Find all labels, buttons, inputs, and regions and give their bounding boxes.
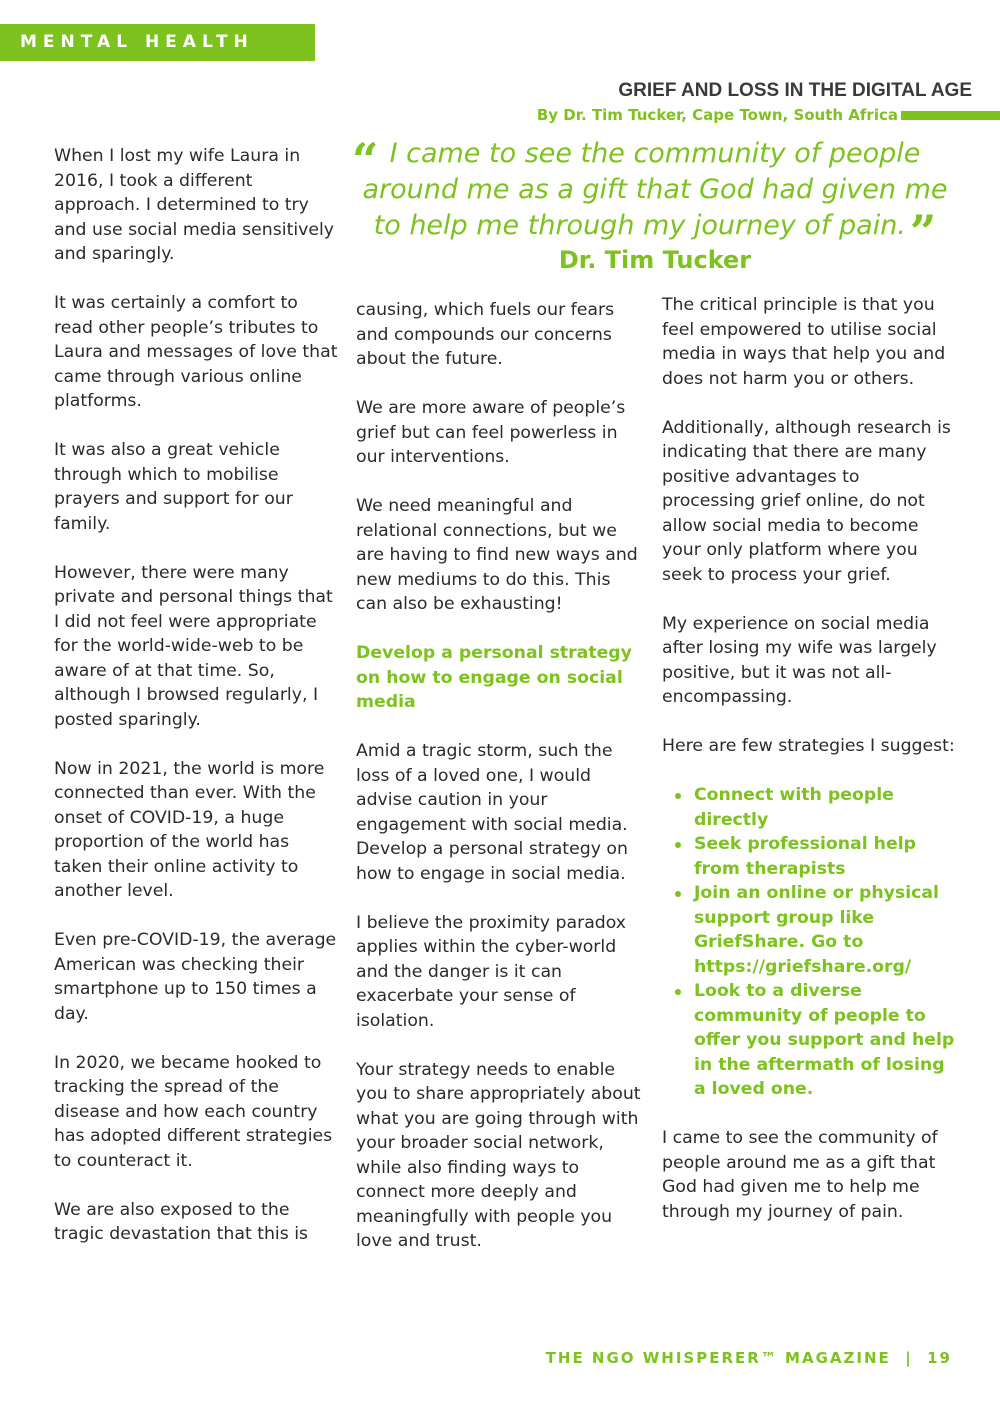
paragraph: However, there were many private and personal things that I did not feel were appropriate for the world-wide-web to be aware of at that time. So, although I browsed regularly, I posted sparingly.	[54, 562, 333, 730]
paragraph: We are more aware of people’s grief but can feel powerless in our interventions.	[356, 398, 626, 467]
strategy-list	[662, 783, 957, 1102]
list-item: Seek professional help from therapists	[672, 832, 957, 881]
paragraph: When I lost my wife Laura in 2016, I took a different approach. I determined to try and use social media sensitively and sparingly.	[54, 146, 335, 264]
list-item: Join an online or physical support group like GriefShare. Go to https://griefshare.org/	[672, 881, 957, 979]
byline-accent-bar	[901, 111, 1000, 120]
paragraph: The critical principle is that you feel empowered to utilise social media in ways that help you and does not harm you or others.	[662, 295, 946, 389]
paragraph: I came to see the community of people around me as a gift that God had given me to help me through my journey of pain.	[662, 1128, 938, 1222]
paragraph: In 2020, we became hooked to tracking the spread of the disease and how each country has adopted different strategies to counteract it.	[54, 1052, 333, 1171]
pull-quote-author: Dr. Tim Tucker	[558, 246, 752, 274]
pull-quote-text-block	[350, 136, 960, 259]
column-3	[662, 293, 957, 1249]
paragraph: Amid a tragic storm, such the loss of a loved one, I would advise caution in your engagement with social media. Develop a personal strategy on how to engage in social media.	[356, 741, 628, 884]
paragraph: I believe the proximity paradox applies within the cyber-world and the danger is it can exacerbate your sense of isolation.	[356, 912, 627, 1031]
close-quote-icon: ”	[909, 205, 937, 259]
pull-quote: “ I came to see the community of people around me as a gift that God had given me to help me through my journey of pain.” Dr. Tim Tucker	[350, 136, 960, 274]
paragraph: It was certainly a comfort to read other people’s tributes to Laura and messages of love that came through various online platforms.	[54, 293, 338, 411]
byline: By Dr. Tim Tucker, Cape Town, South Africa	[536, 106, 898, 124]
list-item: Look to a diverse community of people to offer you support and help in the aftermath of losing a loved one.	[672, 979, 957, 1102]
paragraph: Here are few strategies I suggest:	[662, 736, 955, 756]
paragraph: Additionally, although research is indicating that there are many positive advantages to processing grief online, do not allow social media to become your only platform where you seek to process your grief.	[662, 417, 951, 585]
column-2	[356, 298, 646, 1278]
paragraph: It was also a great vehicle through which to mobilise prayers and support for our family.	[54, 440, 293, 534]
list-item: Connect with people directly	[672, 783, 957, 832]
page-footer: THE NGO WHISPERER™ MAGAZINE | 19	[545, 1349, 952, 1367]
paragraph: causing, which fuels our fears and compounds our concerns about the future.	[356, 300, 615, 369]
paragraph: Your strategy needs to enable you to share appropriately about what you are going through with your broader social network, while also finding ways to connect more deeply and meaningfully with people you love and trust.	[356, 1059, 641, 1251]
article-title: GRIEF AND LOSS IN THE DIGITAL AGE	[618, 80, 972, 101]
paragraph: My experience on social media after losing my wife was largely positive, but it was not all-encompassing.	[662, 613, 937, 707]
section-tag: MENTAL HEALTH	[0, 24, 315, 61]
column-1	[54, 144, 339, 1271]
paragraph: Even pre-COVID-19, the average American was checking their smartphone up to 150 times a day.	[54, 930, 337, 1024]
paragraph: We need meaningful and relational connections, but we are having to find new ways and new mediums to do this. This can also be exhausting!	[356, 496, 638, 614]
pull-quote-text: I came to see the community of people around me as a gift that God had given me to help me through my journey of pain.	[362, 138, 948, 241]
section-subheading: Develop a personal strategy on how to engage on social media	[356, 643, 632, 712]
paragraph: We are also exposed to the tragic devastation that this is	[54, 1199, 309, 1244]
paragraph: Now in 2021, the world is more connected than ever. With the onset of COVID-19, a huge proportion of the world has taken their online activity to another level.	[54, 758, 325, 901]
